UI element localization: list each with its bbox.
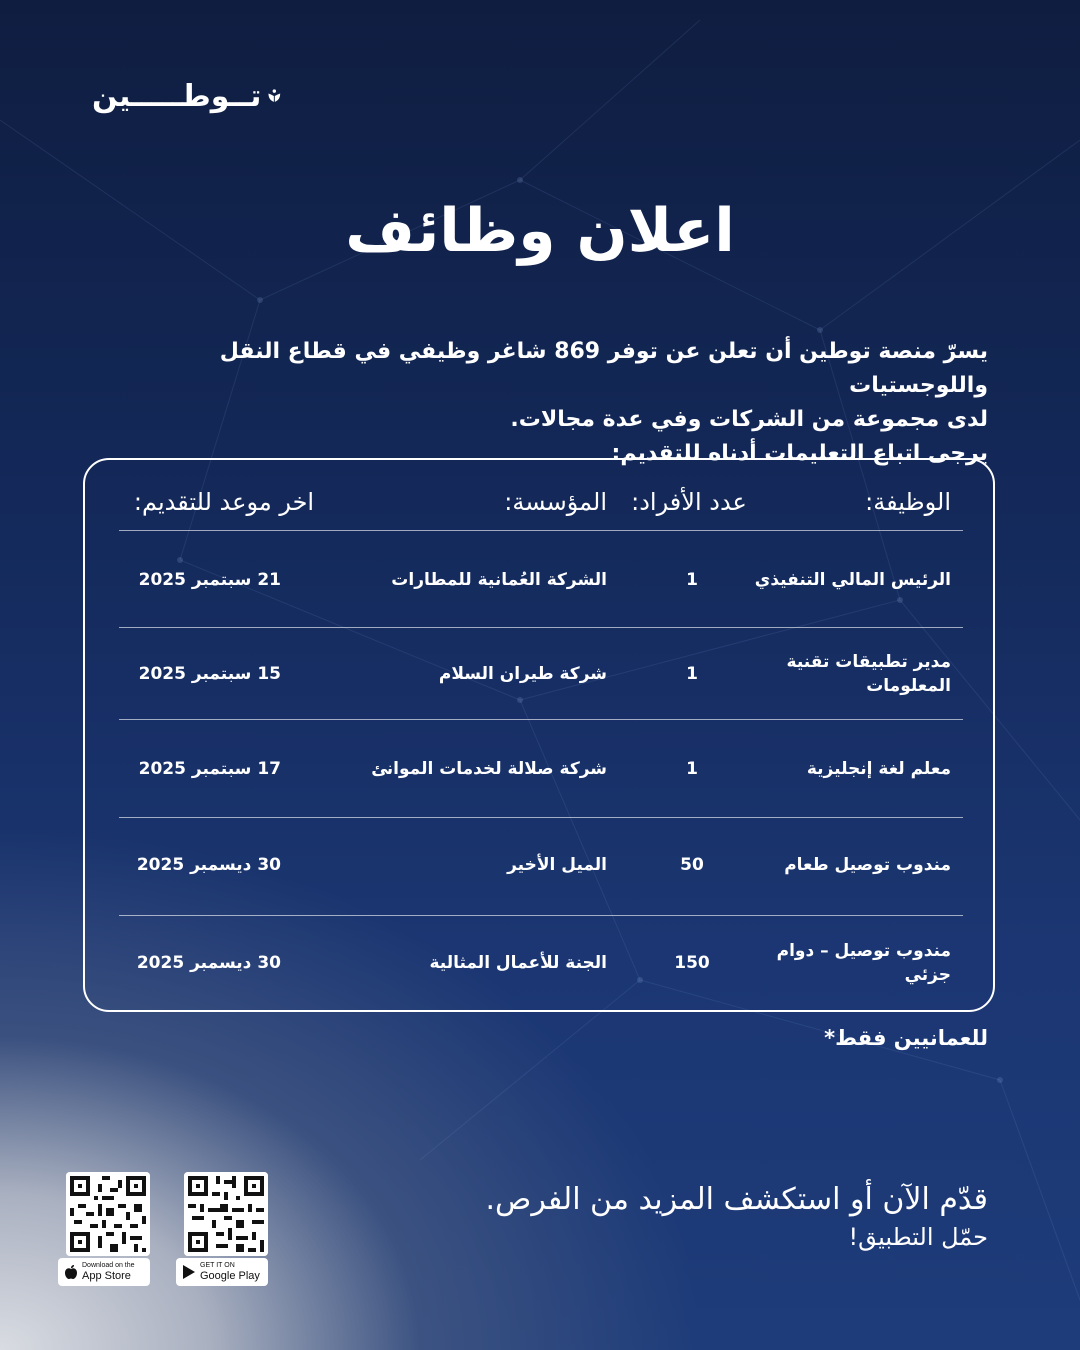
row-deadline: 15 سبتمبر 2025 bbox=[138, 664, 281, 684]
brand-name: تــوطـــــين bbox=[92, 78, 262, 114]
cta-line-1: قدّم الآن أو استكشف المزيد من الفرص. bbox=[485, 1182, 988, 1217]
header-job: الوظيفة: bbox=[865, 488, 951, 516]
table-row bbox=[119, 628, 959, 720]
hands-book-icon bbox=[267, 81, 282, 111]
row-job: مندوب توصيل – دوام جزئي bbox=[776, 941, 951, 985]
row-org: الميل الأخير bbox=[507, 855, 607, 875]
google-play-badge[interactable] bbox=[176, 1258, 268, 1286]
google-play-icon bbox=[182, 1264, 196, 1280]
row-job: معلم لغة إنجليزية bbox=[806, 759, 951, 779]
row-count: 1 bbox=[686, 570, 698, 590]
intro-line-3: يرجى اتباع التعليمات أدناه للتقديم: bbox=[611, 441, 988, 466]
row-divider bbox=[119, 530, 963, 531]
google-badge-small: GET IT ON bbox=[200, 1262, 235, 1269]
row-org: شركة صلالة لخدمات الموانئ bbox=[371, 759, 607, 779]
apple-badge-small: Download on the bbox=[82, 1262, 135, 1269]
google-badge-big: Google Play bbox=[200, 1270, 260, 1282]
table-row bbox=[119, 534, 959, 626]
row-count: 150 bbox=[674, 953, 710, 973]
header-org: المؤسسة: bbox=[504, 488, 607, 516]
intro-line-2: لدى مجموعة من الشركات وفي عدة مجالات. bbox=[510, 407, 988, 432]
table-row bbox=[119, 818, 959, 912]
eligibility-note: للعمانيين فقط* bbox=[824, 1026, 988, 1050]
row-org: شركة طيران السلام bbox=[438, 664, 607, 684]
intro-line-1: يسرّ منصة توطين أن تعلن عن توفر 869 شاغر وظيفي في قطاع النقل واللوجستيات bbox=[219, 339, 988, 398]
table-header bbox=[119, 474, 959, 530]
intro-text bbox=[128, 335, 988, 471]
qr-code-icon[interactable] bbox=[184, 1172, 268, 1256]
jobs-table bbox=[83, 458, 995, 1012]
call-to-action bbox=[486, 1180, 988, 1254]
row-count: 1 bbox=[686, 664, 698, 684]
qr-code-icon[interactable] bbox=[66, 1172, 150, 1256]
brand-logo bbox=[92, 76, 282, 116]
table-row bbox=[119, 722, 959, 816]
row-org: الجنة للأعمال المثالية bbox=[429, 953, 607, 973]
row-count: 1 bbox=[686, 759, 698, 779]
row-job: مندوب توصيل طعام bbox=[784, 855, 951, 875]
row-job: مدير تطبيقات تقنية المعلومات bbox=[786, 652, 951, 696]
row-deadline: 30 ديسمبر 2025 bbox=[136, 953, 281, 973]
apple-badge-big: App Store bbox=[82, 1270, 131, 1282]
row-deadline: 30 ديسمبر 2025 bbox=[136, 855, 281, 875]
google-play-download[interactable] bbox=[180, 1172, 272, 1282]
row-count: 50 bbox=[680, 855, 704, 875]
row-deadline: 21 سبتمبر 2025 bbox=[138, 570, 281, 590]
row-org: الشركة العُمانية للمطارات bbox=[391, 570, 607, 590]
row-divider bbox=[119, 719, 963, 720]
table-row bbox=[119, 916, 959, 1010]
row-job: الرئيس المالي التنفيذي bbox=[754, 570, 951, 590]
header-count: عدد الأفراد: bbox=[631, 488, 747, 516]
row-deadline: 17 سبتمبر 2025 bbox=[138, 759, 281, 779]
app-store-download[interactable] bbox=[62, 1172, 154, 1282]
cta-line-2: حمّل التطبيق! bbox=[848, 1223, 988, 1251]
apple-icon bbox=[64, 1264, 78, 1280]
app-store-badge[interactable] bbox=[58, 1258, 150, 1286]
page-title: اعلان وظائف bbox=[345, 196, 735, 266]
header-deadline: اخر موعد للتقديم: bbox=[133, 488, 315, 516]
